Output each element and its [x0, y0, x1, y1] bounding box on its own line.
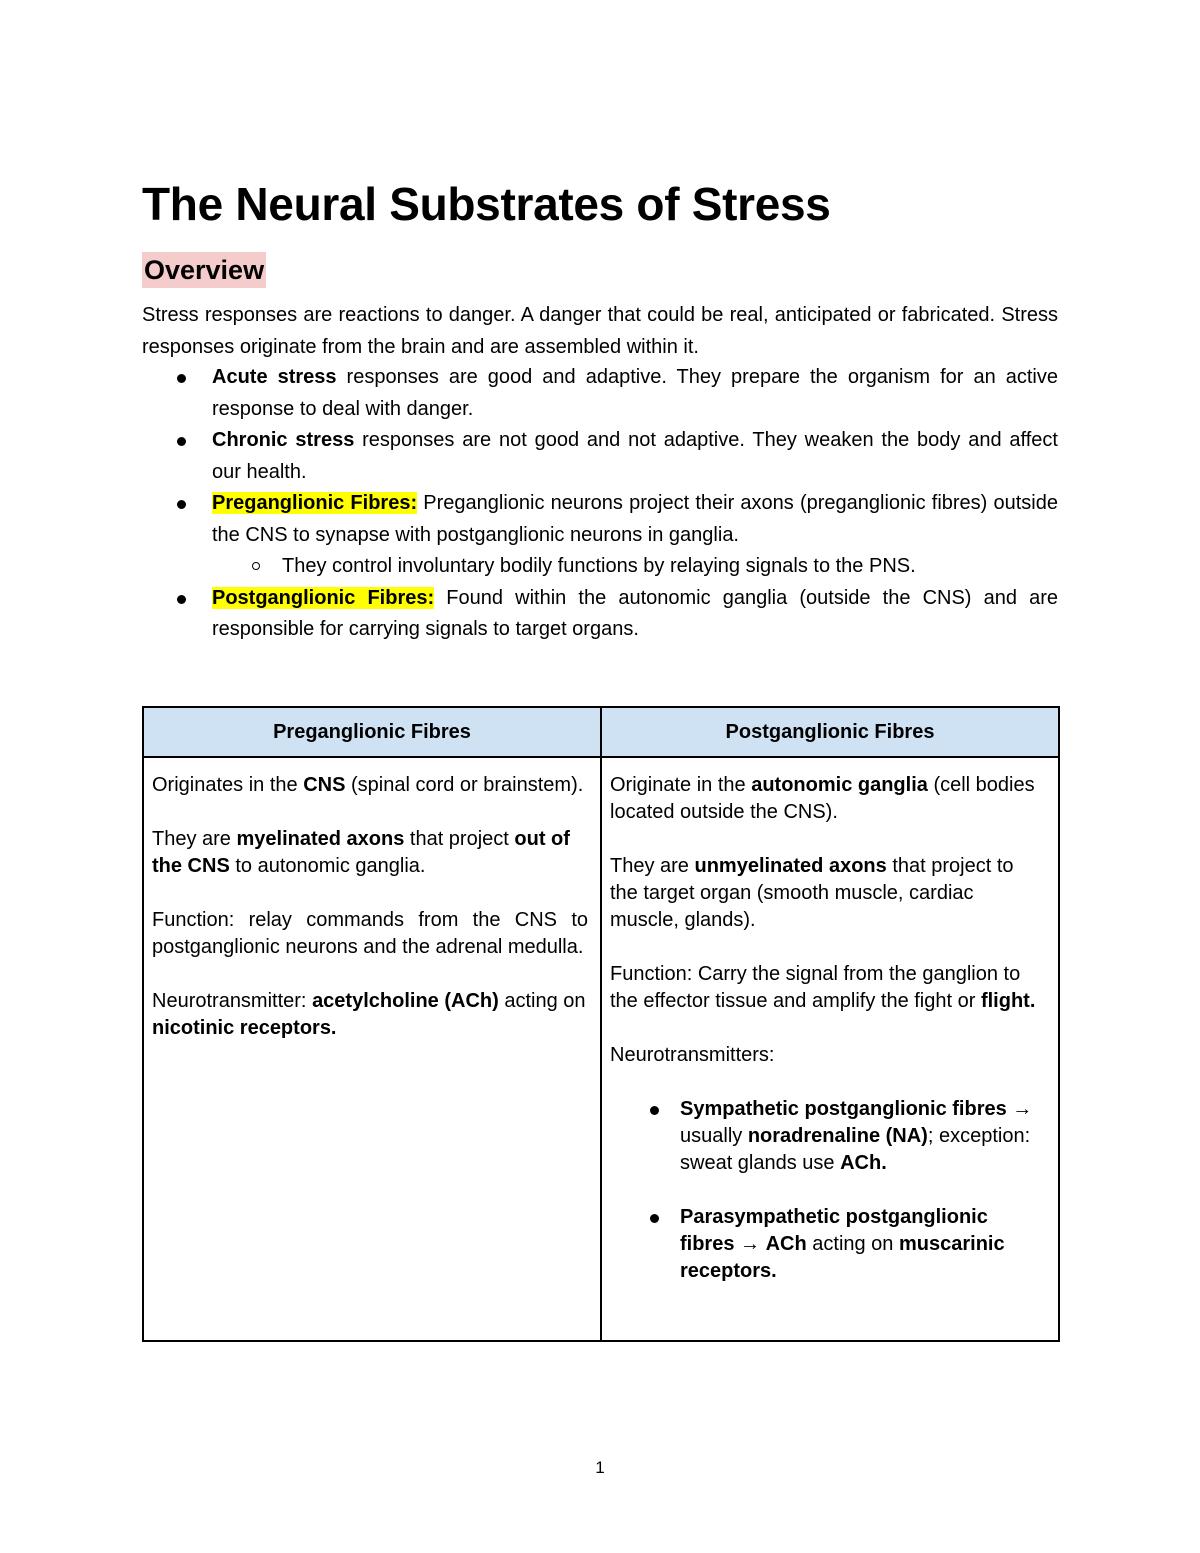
table-body-row	[144, 758, 1058, 1340]
pre-neurotransmitter	[152, 988, 588, 1042]
pre-function: Function: relay commands from the CNS to postganglionic neurons and the adrenal medulla.	[152, 909, 588, 958]
text: Function: Carry the signal from the ganglion to the effector tissue and amplify the fight or	[610, 963, 1021, 1012]
list-item-parasympathetic	[610, 1204, 1046, 1285]
bold-term: nicotinic receptors.	[152, 1017, 337, 1039]
bullet-text: responses are not good and not adaptive. They weaken the body and affect our health.	[212, 429, 1058, 483]
text: ; exception: sweat glands use	[680, 1125, 1031, 1174]
header-postganglionic: Postganglionic Fibres	[600, 708, 1058, 756]
overview-heading: Overview	[142, 252, 266, 288]
sub-bullet-list	[212, 551, 1058, 583]
bold-term: unmyelinated axons	[694, 855, 887, 877]
fibres-comparison-table	[142, 706, 1060, 1342]
bullet-text: responses are good and adaptive. They prepare the organism for an active response to deal with danger.	[212, 366, 1058, 420]
text: →	[734, 1233, 766, 1255]
text: → usually	[680, 1098, 1033, 1147]
bullet-term: Acute stress	[212, 366, 337, 388]
cell-postganglionic	[600, 758, 1058, 1340]
pre-origin	[152, 772, 588, 799]
bold-term: CNS	[303, 774, 346, 796]
bold-term: ACh	[765, 1233, 807, 1255]
cell-preganglionic	[144, 758, 600, 1340]
post-neurotransmitter-list	[610, 1096, 1046, 1285]
bullet-term: Chronic stress	[212, 429, 355, 451]
post-function	[610, 961, 1046, 1015]
post-origin	[610, 772, 1046, 826]
overview-bullet-list	[142, 362, 1058, 646]
text: Neurotransmitter:	[152, 990, 313, 1012]
bullet-text: Found within the autonomic ganglia (outside the CNS) and are responsible for carrying signals to target organs.	[212, 586, 1059, 640]
bold-term: Sympathetic postganglionic fibres	[680, 1098, 1007, 1120]
header-preganglionic: Preganglionic Fibres	[273, 720, 471, 743]
highlighted-term: Preganglionic Fibres:	[212, 492, 418, 514]
bold-term: Parasympathetic postganglionic fibres	[680, 1206, 988, 1255]
bold-term: myelinated axons	[236, 828, 405, 850]
overview-intro: Stress responses are reactions to danger. A danger that could be real, anticipated or fabricated. Stress responses originate from the brain and are assembled within it.	[142, 304, 1058, 358]
text: acting on	[806, 1233, 899, 1255]
bold-term: out of the CNS	[152, 828, 570, 877]
text: Originate in the	[610, 774, 752, 796]
bold-term: acetylcholine (ACh)	[312, 990, 499, 1012]
bullet-postganglionic-fibres	[142, 583, 1058, 646]
text: to autonomic ganglia.	[229, 855, 426, 877]
pre-axons	[152, 826, 588, 880]
page-title: The Neural Substrates of Stress	[142, 178, 831, 230]
post-axons	[610, 853, 1046, 934]
text: that project to the target organ (smooth muscle, cardiac muscle, glands).	[610, 855, 1014, 931]
text: They are	[610, 855, 695, 877]
text: acting on	[498, 990, 586, 1012]
bullet-preganglionic-fibres	[142, 488, 1058, 583]
bold-term: autonomic ganglia	[751, 774, 928, 796]
bold-term: noradrenaline (NA)	[747, 1125, 928, 1147]
text: (cell bodies located outside the CNS).	[610, 774, 1035, 823]
text: They are	[152, 828, 237, 850]
post-neurotransmitters-label: Neurotransmitters:	[610, 1044, 775, 1066]
text: Originates in the	[152, 774, 304, 796]
sub-bullet: They control involuntary bodily functions by relaying signals to the PNS.	[212, 551, 1058, 583]
page-number: 1	[595, 1458, 605, 1477]
text: (spinal cord or brainstem).	[345, 774, 584, 796]
bold-term: flight.	[980, 990, 1036, 1012]
bold-term: muscarinic receptors.	[680, 1233, 1005, 1282]
bullet-chronic-stress	[142, 425, 1058, 488]
bold-term: ACh.	[840, 1152, 887, 1174]
list-item-sympathetic	[610, 1096, 1046, 1177]
table-header-row	[144, 708, 1058, 758]
text: that project	[404, 828, 515, 850]
bullet-text: Preganglionic neurons project their axons (preganglionic fibres) outside the CNS to synapse with postganglionic neurons in ganglia.	[212, 492, 1058, 546]
bullet-acute-stress	[142, 362, 1058, 425]
highlighted-term: Postganglionic Fibres:	[212, 586, 435, 609]
